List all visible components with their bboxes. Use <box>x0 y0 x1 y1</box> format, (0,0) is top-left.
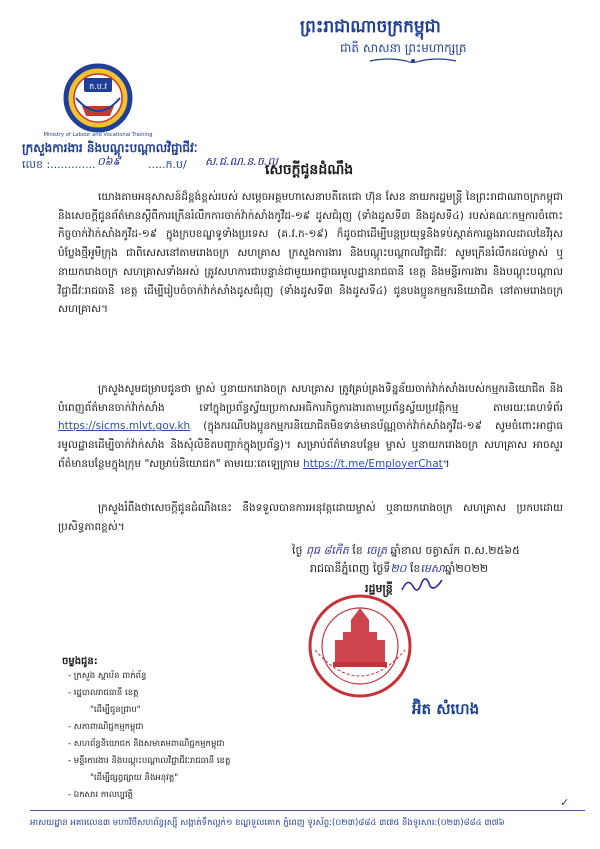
ornament-divider <box>368 57 458 65</box>
official-seal-icon <box>305 590 415 702</box>
recipient-item: - ឯកសារ កាលប្បវត្តិ <box>68 790 133 800</box>
reference-mid: .....ក.ប/ <box>148 158 187 171</box>
recipients-title: ចម្លងជូន: <box>62 656 98 667</box>
svg-text:Ministry of Labour and Vocatio: Ministry of Labour and Vocational Training <box>43 132 153 138</box>
reference-label: លេខ :............. <box>22 158 96 171</box>
paragraph-2-text-b: (ក្នុងករណីបងប្អូនកម្មករនិយោជិតមិនទាន់មានប័ណ្ណចាក់វ៉ាក់សាំងកូវីដ-១៩ សូមចំពោះអាជ្ញាធរមូលដ្ឋានដើម្បីចាក់វ៉ាក់សាំង និងសុំលិខិតបញ្ជាក់ក្នុងប្រព័ន្ធ)។ សម្រាប់ព័ត៌មានបន្ថែម ម្ចាស់ ឬនាយករោងចក្រ សហគ្រាស អាចសួរព័ត៌មានបន្ថែមក្នុងក្រុម "សម្រាប់និយោជក" តាមរយៈតេឡេក្រាម <box>58 420 563 470</box>
lunar-year: ឆ្នាំខាល ចត្វាស័ក ព.ស.២៥៦៥ <box>390 544 520 557</box>
recipient-item: - រដ្ឋបាលរាជធានី ខេត្ត <box>68 688 139 698</box>
recipient-item: "ដើម្បីជូនជ្រាប" <box>90 705 141 715</box>
place-month-prefix: ខែ <box>409 562 421 575</box>
date-prefix: ថ្ងៃ <box>292 544 303 557</box>
recipient-item: "ដើម្បីផ្សព្វផ្សាយ និងអនុវត្ត" <box>90 773 179 783</box>
national-motto: ជាតិ សាសនា ព្រះមហាក្សត្រ <box>340 41 467 55</box>
ministry-logo-icon <box>42 62 154 140</box>
sicms-link[interactable]: https://sicms.mlvt.gov.kh <box>58 420 191 433</box>
paragraph-2-text-c: ។ <box>442 457 450 470</box>
minister-title: រដ្ឋមន្ត្រី <box>365 582 393 595</box>
paragraph-2-text-a: ក្រសួងសូមជម្រាបជូនថា ម្ចាស់ ឬនាយករោងចក្រ សហគ្រាស ត្រូវគ្រប់គ្រងទិន្នន័យចាក់វ៉ាក់សាំងរបស់កម្មករនិយោជិត និងបំពេញព័ត៌មានចាក់វ៉ាក់សាំង ទៅក្នុងប្រព័ន្ធស្វ័យប្រកាសអធិការកិច្ចការងារតាមប្រព័ន្ធស្វ័យប្រវត្តិកម្ម តាមរយៈគេហទំព័រ <box>58 383 563 414</box>
recipients-list <box>68 668 230 804</box>
handwritten-signature-icon <box>400 574 444 596</box>
svg-text:ក.ប.វ: ក.ប.វ <box>89 82 107 91</box>
reference-number: ០៦៩ <box>97 155 121 168</box>
place-day-handwritten: ២០ <box>390 562 407 575</box>
document-title: សេចក្តីជូនដំណឹង <box>265 162 354 178</box>
month-prefix: ខែ <box>352 544 363 557</box>
recipient-item: - សភាពាណិជ្ជកម្មកម្ពុជា <box>68 722 144 732</box>
paragraph-2 <box>58 380 563 474</box>
minister-name: អ៊ិត សំហេង <box>412 700 480 718</box>
page-mark: ✓ <box>560 796 570 809</box>
lunar-month-handwritten: ចេត្រ <box>366 544 387 557</box>
paragraph-3: ក្រសួងរំពឹងថាសេចក្តីជូនដំណឹងនេះ នឹងទទួលបានការអនុវត្តដោយម្ចាស់ ឬនាយករោងចក្រ សហគ្រាស ប្រកបដោយប្រសិទ្ធភាពខ្ពស់។ <box>58 502 563 533</box>
telegram-link[interactable]: https://t.me/EmployerChat <box>303 457 443 470</box>
place-month-handwritten: មេសា <box>420 562 445 575</box>
place-year: ឆ្នាំ២០២២ <box>444 562 489 575</box>
footer-address: អាសយដ្ឋាន អគារលេខ៣ មហាវិថីសហព័ន្ធរុស្ស៊ី សង្កាត់ទឹកល្អក់១ ខណ្ឌទួលគោក ភ្នំពេញ ទូរស័ព្ទ:(០២៣)៨៨៤ ៣៧៥ និងទូរសារ:(០២៣)៨៨៤ ៣៧៦ <box>30 818 505 828</box>
recipient-item: - ក្រសួង ស្ថាប័ន ពាក់ព័ន្ធ <box>68 671 147 681</box>
kingdom-header: ព្រះរាជាណាចក្រកម្ពុជា <box>300 17 441 37</box>
recipient-item: - សហព័ន្ធនិយោជក និងសមាគមពាណិជ្ជកម្មកម្ពុជា <box>68 739 225 749</box>
place-prefix: រាជធានីភ្នំពេញ ថ្ងៃទី <box>310 562 391 575</box>
lunar-day-handwritten: ពុធ ៨កើត <box>305 544 349 557</box>
reference-code: ស.ជ.ណ.ន.ច.ល <box>205 155 278 168</box>
footer-divider <box>30 810 585 811</box>
ministry-name: ក្រសួងការងារ និងបណ្តុះបណ្តាលវិជ្ជាជីវៈ <box>22 141 198 155</box>
lunar-date-line <box>292 544 520 560</box>
recipient-item: - មន្ទីរការងារ និងបណ្តុះបណ្តាលវិជ្ជាជីវៈរាជធានី ខេត្ត <box>68 756 231 766</box>
paragraph-1: យោងតាមអនុសាសន៍ដ៏ខ្ពង់ខ្ពស់របស់ សម្តេចអគ្គមហាសេនាបតីតេជោ ហ៊ុន សែន នាយករដ្ឋមន្ត្រី នៃព្រះរាជាណាចក្រកម្ពុជា និងសេចក្តីជូនព័ត៌មានស្តីពីការក្រើនរំលឹកការចាក់វ៉ាក់សាំងកូវីដ-១៩ ដូសជំរុញ (ទាំងដូសទី៣ និងដូសទី៤) របស់គណៈកម្មការចំពោះកិច្ចចាក់វ៉ាក់សាំងកូវីដ-១៩ ក្នុងក្របខណ្ឌទូទាំងប្រទេស (គ.វ.ក-១៩) ក៏ដូចជាដើម្បីបន្តប្រយុទ្ធនិងទប់ស្កាត់ការឆ្លងរាលដាលនៃវីរុសបំប្លែងថ្មីអូមីក្រុង ជាពិសេសនៅតាមរោងចក្រ សហគ្រាស ក្រសួងការងារ និងបណ្តុះបណ្តាលវិជ្ជាជីវៈ សូមក្រើនរំលឹកដល់ម្ចាស់ ឬនាយករោងចក្រ សហគ្រាសទាំងអស់ ត្រូវសហការជាបន្ទាន់ជាមួយអាជ្ញាធរមូលដ្ឋានរាជធានី ខេត្ត និងមន្ទីរការងារ និងបណ្តុះបណ្តាលវិជ្ជាជីវៈរាជធានី ខេត្ត ដើម្បីរៀបចំចាក់វ៉ាក់សាំងដូសជំរុញ (ទាំងដូសទី៣ និងដូសទី៤) ជូនបងប្អូនកម្មករនិយោជិត នៅតាមរោងចក្រ សហគ្រាស។ <box>58 191 563 316</box>
